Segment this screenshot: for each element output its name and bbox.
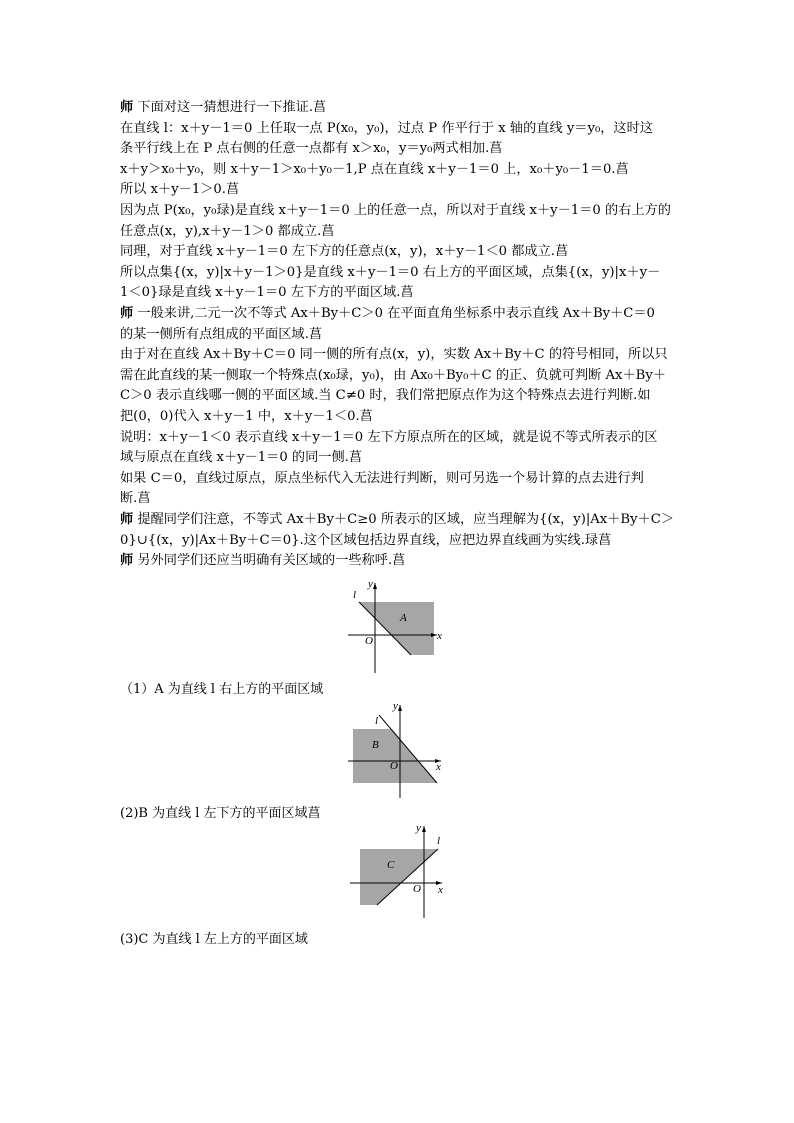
line-text: 任意点(x，y),x＋y－1＞0 都成立.菖 — [120, 223, 335, 239]
text-line — [120, 263, 680, 283]
x-axis-label: x — [438, 884, 443, 896]
text-line — [120, 304, 680, 324]
line-text: 1＜0}琭是直线 x＋y－1＝0 左下方的平面区域.菖 — [120, 285, 414, 301]
line-text: 如果 C＝0，直线过原点，原点坐标代入无法进行判断，则可另选一个易计算的点去进行判 — [120, 470, 644, 486]
line-text: x＋y＞x₀＋y₀，则 x＋y－1＞x₀＋y₀－1,P 点在直线 x＋y－1＝0 上，x₀＋y₀－1＝0.菖 — [120, 161, 629, 177]
region-C — [360, 849, 438, 905]
text-line — [120, 98, 680, 118]
line-text: 同理，对于直线 x＋y－1＝0 左下方的任意点(x，y)，x＋y－1＜0 都成立.菖 — [120, 244, 569, 260]
line-text: 的某一侧所有点组成的平面区域.菖 — [120, 326, 323, 342]
line-text: 把(0，0)代入 x＋y－1 中，x＋y－1＜0.菖 — [120, 409, 373, 424]
y-axis-label: y — [368, 578, 373, 590]
line-text: 条平行线上在 P 点右侧的任意一点都有 x＞x₀，y＝y₀两式相加.菖 — [120, 141, 503, 157]
speaker-label: 师 — [120, 306, 134, 321]
line-text: 另外同学们还应当明确有关区域的一些称呼.菖 — [133, 553, 406, 569]
line-label: l — [375, 715, 379, 727]
text-line — [120, 448, 680, 468]
origin-label: O — [390, 760, 398, 772]
text-line — [120, 283, 680, 303]
y-axis-label: y — [393, 700, 398, 712]
region-label: C — [387, 859, 395, 871]
text-line — [120, 366, 680, 386]
region-B — [353, 729, 437, 783]
line-text: 说明：x＋y－1＜0 表示直线 x＋y－1＝0 左下方原点所在的区域，就是说不等式所表示的区 — [120, 429, 658, 445]
line-text: 断.菖 — [120, 491, 151, 507]
text-line — [120, 325, 680, 345]
text-line — [120, 345, 680, 365]
line-text: 域与原点在直线 x＋y－1＝0 的同一侧.菖 — [120, 450, 363, 466]
line-text: 提醒同学们注意，不等式 Ax＋By＋C≥0 所表示的区域，应当理解为{(x，y)|Ax＋By＋C＞ — [133, 512, 675, 527]
line-text: 下面对这一猜想进行一下推证.菖 — [133, 100, 327, 115]
x-axis-label: x — [437, 630, 442, 642]
line-text: 由于对在直线 Ax＋By＋C＝0 同一侧的所有点(x，y)，实数 Ax＋By＋C 的符号相同，所以只 — [120, 347, 668, 363]
line-label: l — [437, 835, 441, 847]
speaker-label: 师 — [120, 512, 134, 527]
figure-1-diagram — [345, 578, 455, 678]
line-text: 0}∪{(x，y)|Ax＋By＋C＝0}.这个区域包括边界直线，应把边界直线画为实线.琭菖 — [120, 532, 612, 548]
text-line — [120, 386, 680, 406]
figure-1-caption: （1）A 为直线 l 右上方的平面区域 — [120, 682, 324, 697]
text-line — [120, 119, 680, 139]
text-line — [120, 139, 680, 159]
origin-label: O — [365, 635, 373, 647]
text-line — [120, 222, 680, 242]
text-line — [120, 531, 680, 551]
text-line — [120, 242, 680, 262]
region-label: A — [400, 612, 407, 624]
line-text: C＞0 表示直线哪一侧的平面区域.当 C≠0 时，我们常把原点作为这个特殊点去进行判断.如 — [120, 388, 651, 404]
text-line — [120, 551, 680, 571]
line-label: l — [353, 589, 357, 601]
speaker-label: 师 — [120, 553, 134, 569]
line-text: 在直线 l：x＋y－1＝0 上任取一点 P(x₀，y₀)，过点 P 作平行于 x 轴的直线 y＝y₀，这时这 — [120, 120, 653, 136]
text-line — [120, 510, 680, 530]
text-line — [120, 407, 680, 427]
figure-3-caption: (3)C 为直线 l 左上方的平面区域 — [120, 932, 308, 947]
x-axis-label: x — [436, 761, 441, 773]
text-line — [120, 469, 680, 489]
speaker-label: 师 — [120, 100, 134, 115]
text-line — [120, 489, 680, 509]
text-line — [120, 160, 680, 180]
y-axis-arrow — [398, 705, 402, 711]
figure-2-diagram — [345, 700, 455, 800]
y-axis-arrow — [422, 826, 426, 832]
origin-label: O — [413, 883, 421, 895]
text-line — [120, 428, 680, 448]
text-line — [120, 201, 680, 221]
figure-3-diagram — [345, 822, 455, 922]
text-line — [120, 180, 680, 200]
line-text: 需在此直线的某一侧取一个特殊点(x₀琭，y₀)，由 Ax₀＋By₀＋C 的正、负就可判断 Ax＋By＋ — [120, 367, 667, 383]
line-text: 因为点 P(x₀，y₀琭)是直线 x＋y－1＝0 上的任意一点，所以对于直线 x＋y－1＝0 的右上方的 — [120, 203, 671, 218]
line-text: 所以点集{(x，y)|x＋y－1＞0}是直线 x＋y－1＝0 右上方的平面区域，点集{(x，y)|x＋y－ — [120, 264, 661, 280]
y-axis-arrow — [373, 583, 377, 589]
region-label: B — [372, 739, 379, 751]
region-A — [359, 602, 434, 655]
y-axis-label: y — [416, 822, 421, 834]
line-text: 一般来讲,二元一次不等式 Ax＋By＋C＞0 在平面直角坐标系中表示直线 Ax＋By＋C＝0 — [133, 306, 655, 321]
line-text: 所以 x＋y－1＞0.菖 — [120, 182, 240, 198]
figure-2-caption: (2)B 为直线 l 左下方的平面区域菖 — [120, 806, 321, 821]
